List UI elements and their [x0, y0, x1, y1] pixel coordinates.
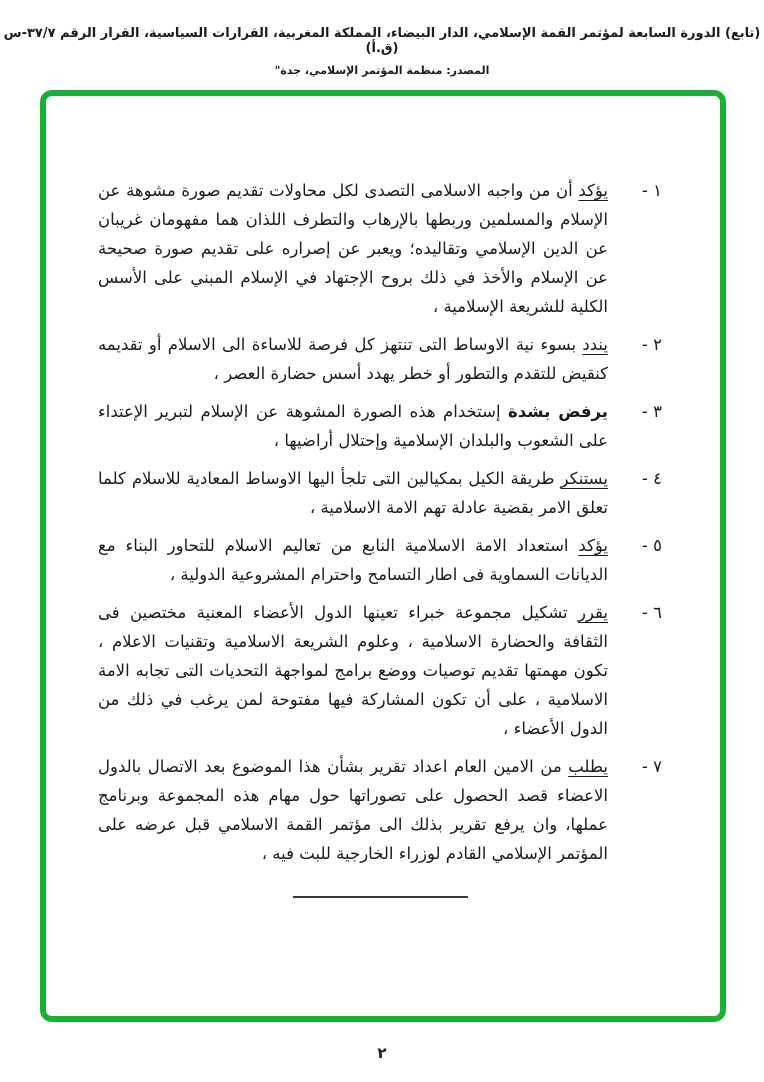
clause-rest-text: بسوء نية الاوساط التى تنتهز كل فرصة للاساءة الى الاسلام أو تقديمه كنقيض للتقدم والتطور أو خطر يهدد أسس حضارة العصر ، [98, 335, 608, 383]
resolution-clause [98, 752, 662, 868]
clause-number: ٢ - [641, 335, 662, 354]
resolution-clause [98, 464, 662, 522]
resolution-clause [98, 176, 662, 321]
clause-text [98, 464, 608, 522]
green-border-frame [40, 90, 726, 1022]
resolution-body [46, 96, 720, 898]
resolution-clause [98, 531, 662, 589]
resolution-clause [98, 397, 662, 455]
clause-lead-word: يرفض بشدة [508, 402, 608, 421]
clause-lead-word: يؤكد [578, 181, 608, 200]
clause-text [98, 531, 608, 589]
clause-lead-word: يقرر [577, 603, 608, 622]
clause-number: ١ - [641, 181, 662, 200]
clause-number: ٦ - [641, 603, 662, 622]
clause-number: ٣ - [641, 402, 662, 421]
resolution-clause-list [98, 176, 662, 868]
header-source-line: المصدر: منظمة المؤتمر الإسلامي، جدة" [274, 64, 490, 77]
resolution-clause [98, 598, 662, 743]
clause-number: ٤ - [641, 469, 662, 488]
clause-text [98, 330, 608, 388]
document-header [0, 0, 764, 77]
resolution-clause [98, 330, 662, 388]
clause-text [98, 397, 608, 455]
page-number: ٢ [377, 1044, 387, 1062]
clause-rest-text: أن من واجبه الاسلامى التصدى لكل محاولات تقديم صورة مشوهة عن الإسلام والمسلمين وربطها بالإرهاب والتطرف اللذان هما مفهومان غريبان عن الدين الإسلامي وتقاليده؛ ويعبر عن إصراره على تقديم صورة صحيحة عن الإسلام والأخذ في ذلك بروح الإجتهاد في الإسلام المبني على الأسس الكلية للشريعة الإسلامية ، [98, 181, 608, 316]
clause-lead-word: يطلب [568, 757, 608, 776]
clause-text [98, 176, 608, 321]
end-divider-line [293, 896, 468, 898]
clause-rest-text: تشكيل مجموعة خبراء تعينها الدول الأعضاء المعنية مختصين فى الثقافة والحضارة الاسلامية ، وعلوم الشريعة الاسلامية وتقنيات الاعلام ، تكون مهمتها تقديم توصيات ووضع برامج لمواجهة التحديات التى تجابه الامة الاسلامية ، على أن تكون المشاركة فيها مفتوحة لمن يرغب في ذلك من الدول الأعضاء ، [98, 603, 608, 738]
clause-lead-word: يندد [582, 335, 608, 354]
clause-text [98, 752, 608, 868]
clause-lead-word: يستنكر [560, 469, 608, 488]
clause-text [98, 598, 608, 743]
clause-number: ٥ - [641, 536, 662, 555]
clause-rest-text: استعداد الامة الاسلامية النابع من تعاليم الاسلام للتحاور البناء مع الديانات السماوية فى اطار التسامح واحترام المشروعية الدولية ، [98, 536, 608, 584]
clause-rest-text: من الامين العام اعداد تقرير بشأن هذا الموضوع بعد الاتصال بالدول الاعضاء قصد الحصول على تصوراتها حول مهام هذه المجموعة وبرنامج عملها، وان يرفع تقرير بذلك الى مؤتمر القمة الاسلامي قبل عرضه على المؤتمر الإسلامي القادم لوزراء الخارجية للبت فيه ، [98, 757, 608, 863]
clause-rest-text: إستخدام هذه الصورة المشوهة عن الإسلام لتبرير الإعتداء على الشعوب والبلدان الإسلامية وإحتلال أراضيها ، [98, 402, 608, 450]
clause-lead-word: يؤكد [578, 536, 608, 555]
clause-rest-text: طريقة الكيل بمكيالين التى تلجأ اليها الاوساط المعادية للاسلام كلما تعلق الامر بقضية عادلة تهم الامة الاسلامية ، [98, 469, 608, 517]
header-title-line: (تابع) الدورة السابعة لمؤتمر القمة الإسلامي، الدار البيضاء، المملكة المغربية، القرارات السياسية، القرار الرقم ٣٧/٧-س (ق.أ) [3, 26, 761, 56]
clause-number: ٧ - [641, 757, 662, 776]
